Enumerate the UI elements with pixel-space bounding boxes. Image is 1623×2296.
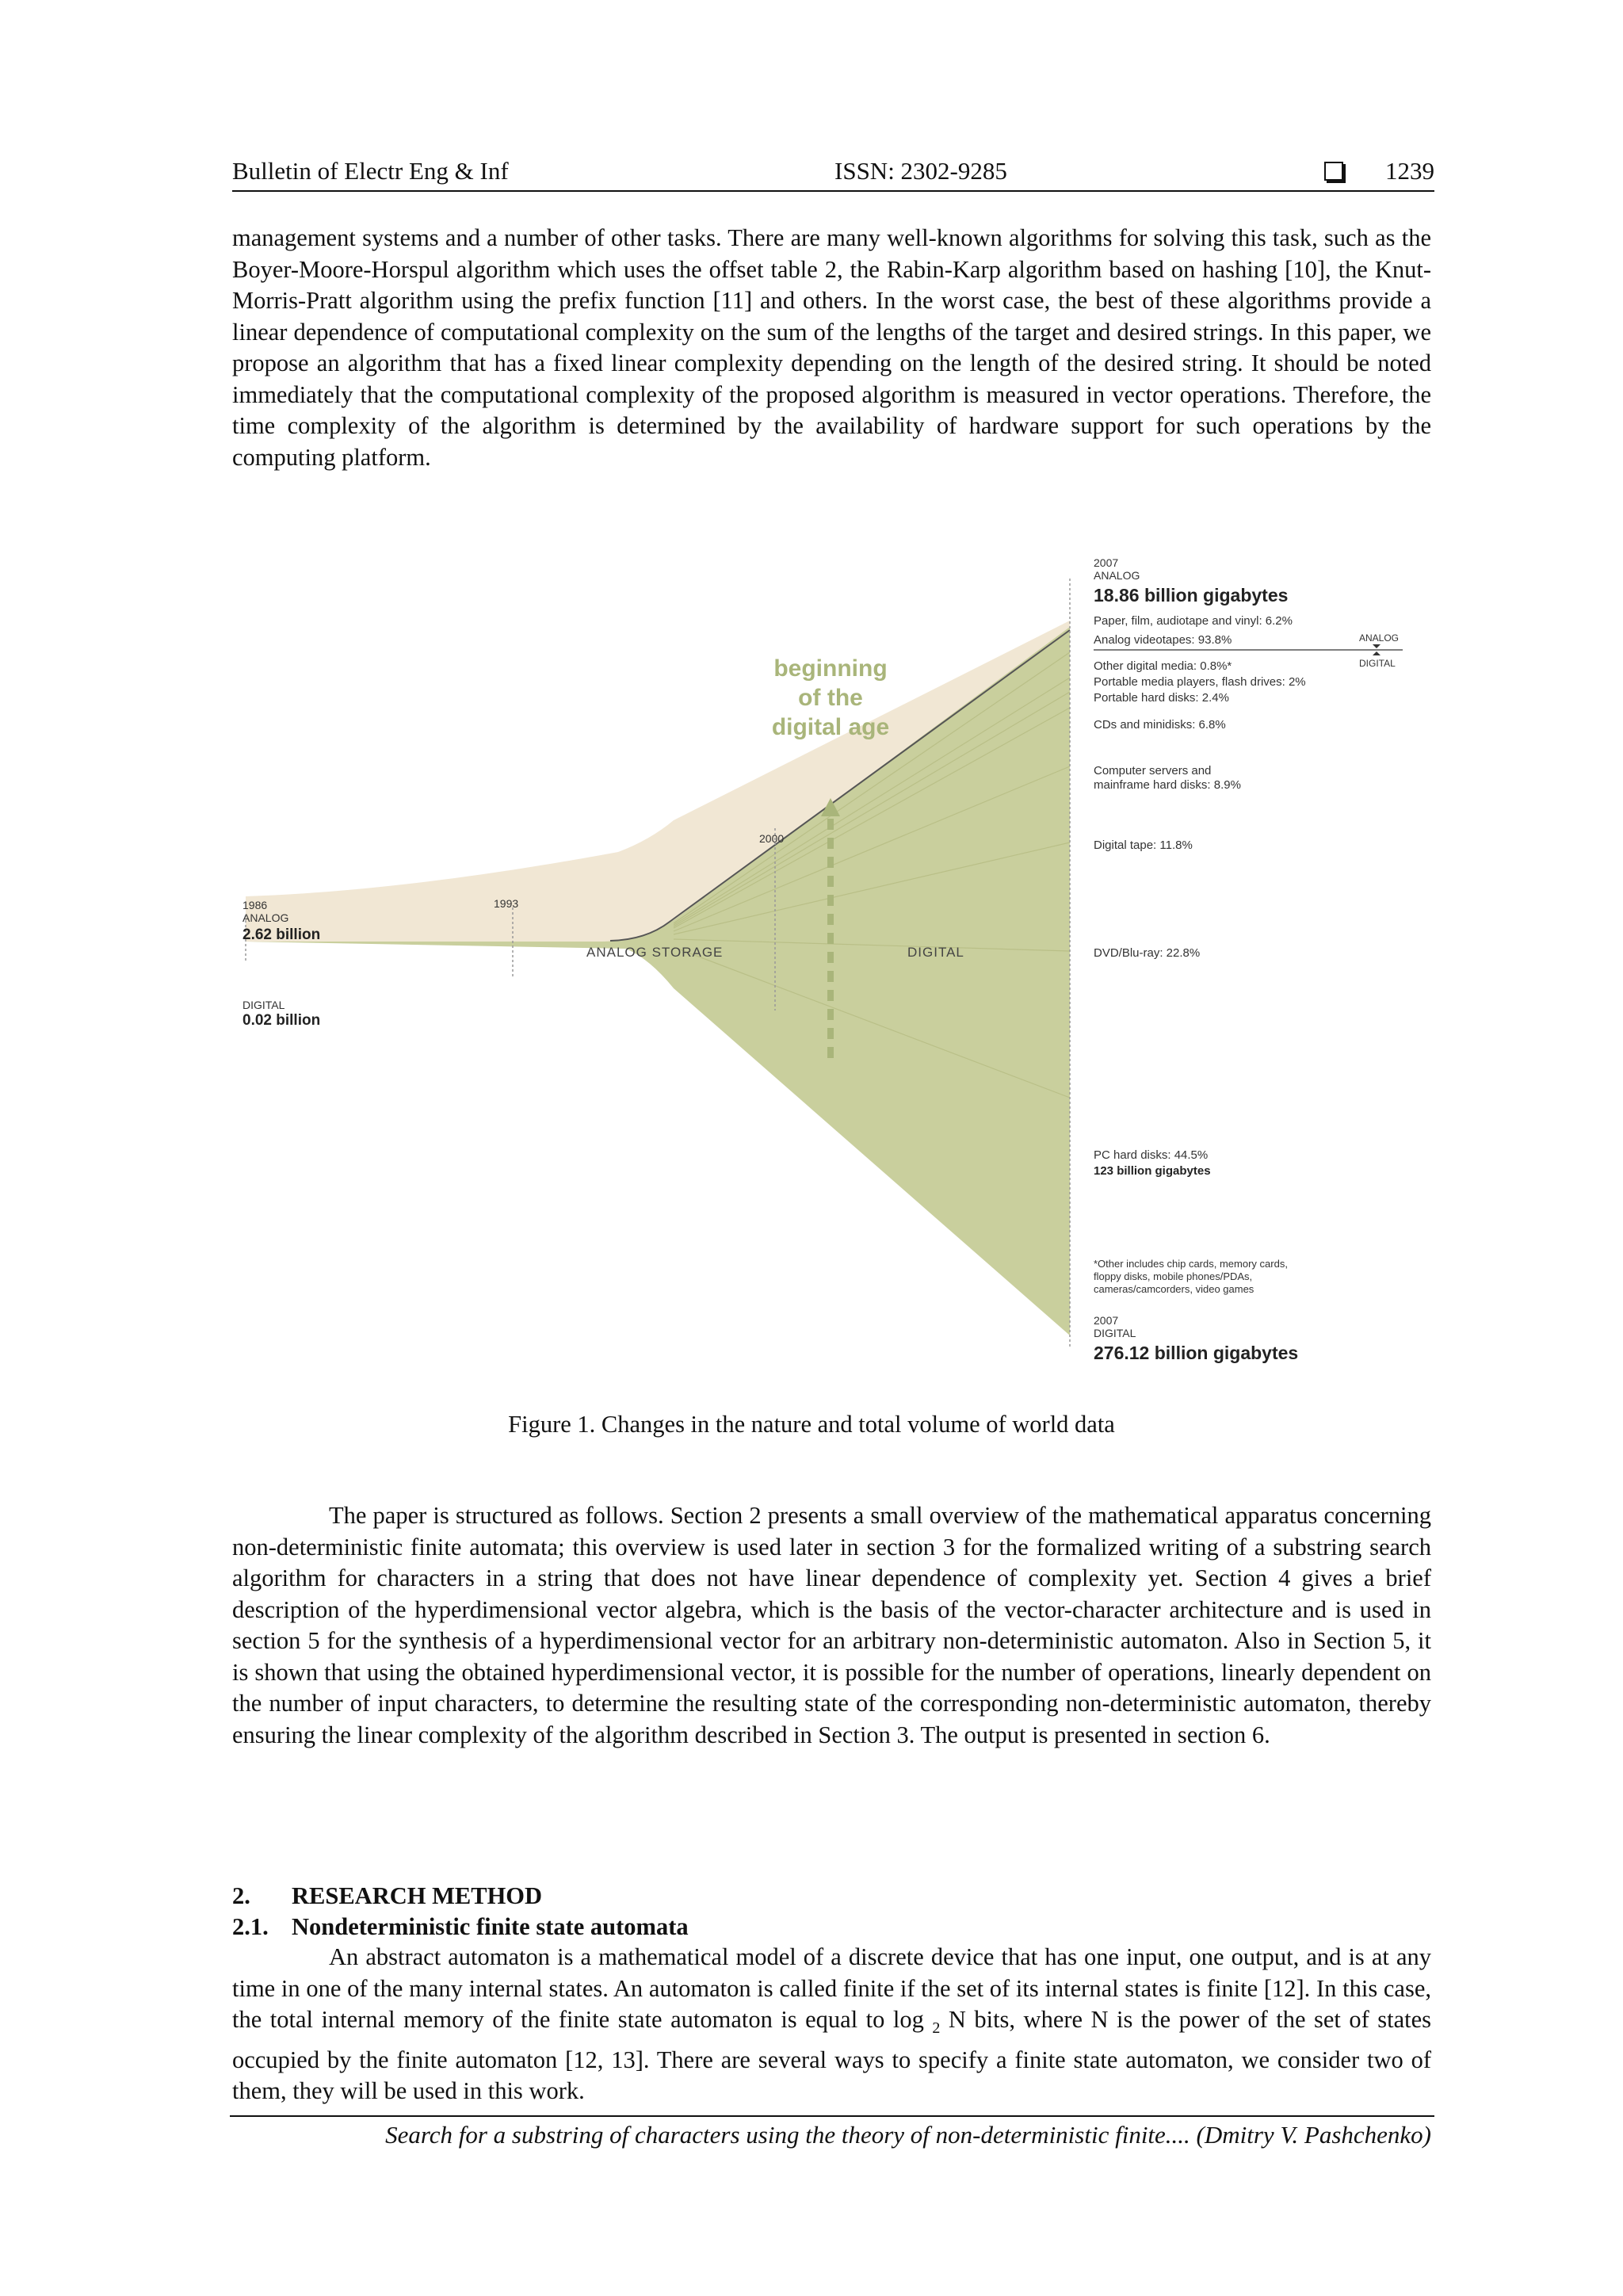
section-heading	[232, 1880, 542, 1912]
bottom-digital-label: DIGITAL	[1094, 1327, 1136, 1339]
digital-age-title-1: beginning	[773, 655, 888, 682]
digital-age-title-3: digital age	[771, 714, 890, 740]
left-digital-label: DIGITAL	[242, 999, 285, 1011]
analog-item-paper: Paper, film, audiotape and vinyl: 6.2%	[1094, 614, 1293, 628]
analog-total: 18.86 billion gigabytes	[1094, 585, 1289, 606]
square-bullet-icon	[1324, 162, 1343, 181]
figure-1	[230, 551, 1419, 1379]
pc-hdd-total: 123 billion gigabytes	[1094, 1164, 1211, 1178]
bottom-year: 2007	[1094, 1314, 1119, 1327]
section-title: RESEARCH METHOD	[292, 1882, 543, 1909]
issn: ISSN: 2302-9285	[834, 157, 1007, 185]
section-number: 2.	[232, 1882, 250, 1909]
left-analog-value: 2.62 billion	[242, 926, 321, 943]
page-number: 1239	[1385, 157, 1434, 185]
subsection-heading	[232, 1911, 689, 1943]
year-1993: 1993	[494, 897, 519, 910]
footnote-1: *Other includes chip cards, memory cards,	[1094, 1258, 1288, 1270]
analog-item-videotapes: Analog videotapes: 93.8%	[1094, 633, 1232, 647]
running-header	[232, 155, 1434, 192]
footnote-2: floppy disks, mobile phones/PDAs,	[1094, 1270, 1253, 1282]
running-footer: Search for a substring of characters using the theory of non-deterministic finite.... (Dmitry V. Pashchenko)	[385, 2121, 1431, 2149]
subsection-title: Nondeterministic finite state automata	[292, 1913, 689, 1940]
automata-paragraph	[232, 1942, 1431, 2107]
year-2000: 2000	[759, 832, 785, 845]
digital-item-pc-hdd: PC hard disks: 44.5%	[1094, 1148, 1209, 1162]
journal-name: Bulletin of Electr Eng & Inf	[232, 157, 509, 185]
left-digital-value: 0.02 billion	[242, 1012, 321, 1029]
automata-text-2: N bits, where N is the power of the set of states occupied by the finite automaton [12, 13]. There are several ways to specify a finite state automaton, we consider two of them, they will be used in this work.	[232, 2006, 1431, 2105]
left-analog-label: ANALOG	[242, 911, 289, 924]
intro-paragraph: management systems and a number of other tasks. There are many well-known algorithms for solving this task, such as the Boyer-Moore-Horspul algorithm which uses the offset table 2, the Rabin-Karp algorithm based on hashing [10], the Knut-Morris-Pratt algorithm using the prefix function [11] and others. In the worst case, the best of these algorithms provide a linear dependence of computational complexity on the sum of the lengths of the target and desired strings. In this paper, we propose an algorithm that has a fixed linear complexity depending on the length of the desired string. It should be noted immediately that the computational complexity of the proposed algorithm is measured in vector operations. Therefore, the time complexity of the algorithm is determined by the availability of hardware support for such operations by the computing platform.	[232, 224, 1431, 471]
data-volume-chart	[230, 551, 1419, 1379]
figure-caption: Figure 1. Changes in the nature and total volume of world data	[508, 1411, 1115, 1438]
digital-age-title-2: of the	[798, 685, 863, 711]
analog-storage-label: ANALOG STORAGE	[586, 945, 724, 960]
legend-analog: ANALOG	[1359, 632, 1400, 644]
digital-item-dvd: DVD/Blu-ray: 22.8%	[1094, 946, 1201, 960]
digital-total: 276.12 billion gigabytes	[1094, 1343, 1299, 1363]
year-1986: 1986	[242, 899, 268, 911]
subsection-number: 2.1.	[232, 1913, 269, 1940]
log-subscript: 2	[932, 2019, 941, 2038]
digital-item-tape: Digital tape: 11.8%	[1094, 839, 1193, 852]
footer-rule	[230, 2115, 1434, 2117]
digital-label: DIGITAL	[907, 945, 964, 960]
digital-item-other: Other digital media: 0.8%*	[1094, 659, 1232, 673]
legend-digital: DIGITAL	[1359, 658, 1396, 669]
digital-item-servers-1: Computer servers and	[1094, 764, 1212, 777]
digital-item-portable-hdd: Portable hard disks: 2.4%	[1094, 691, 1229, 705]
footnote-3: cameras/camcorders, video games	[1094, 1283, 1254, 1295]
digital-item-servers-2: mainframe hard disks: 8.9%	[1094, 778, 1241, 792]
automata-text-1: An abstract automaton is a mathematical model of a discrete device that has one input, one output, and is at any time in one of the many internal states. An automaton is called finite if the set of its internal states is finite [12]. In this case, the total internal memory of the finite state automaton is equal to log	[232, 1943, 1431, 2033]
digital-item-portable-media: Portable media players, flash drives: 2%	[1094, 675, 1306, 689]
digital-item-cds: CDs and minidisks: 6.8%	[1094, 718, 1226, 732]
structure-paragraph: The paper is structured as follows. Section 2 presents a small overview of the mathematical apparatus concerning non-deterministic finite automata; this overview is used later in section 3 for the formalized writing of a substring search algorithm for characters in a string that does not have linear dependence of complexity yet. Section 4 gives a brief description of the hyperdimensional vector algebra, which is the basis of the vector-character architecture and is used in section 5 for the synthesis of a hyperdimensional vector for an arbitrary non-deterministic automaton. Also in Section 5, it is shown that using the obtained hyperdimensional vector, it is possible for the number of operations, linearly dependent on the number of input characters, to determine the resulting state of the corresponding non-deterministic automaton, thereby ensuring the linear complexity of the algorithm described in Section 3. The output is presented in section 6.	[232, 1502, 1431, 1748]
top-year: 2007	[1094, 556, 1119, 569]
top-analog-label: ANALOG	[1094, 569, 1140, 582]
